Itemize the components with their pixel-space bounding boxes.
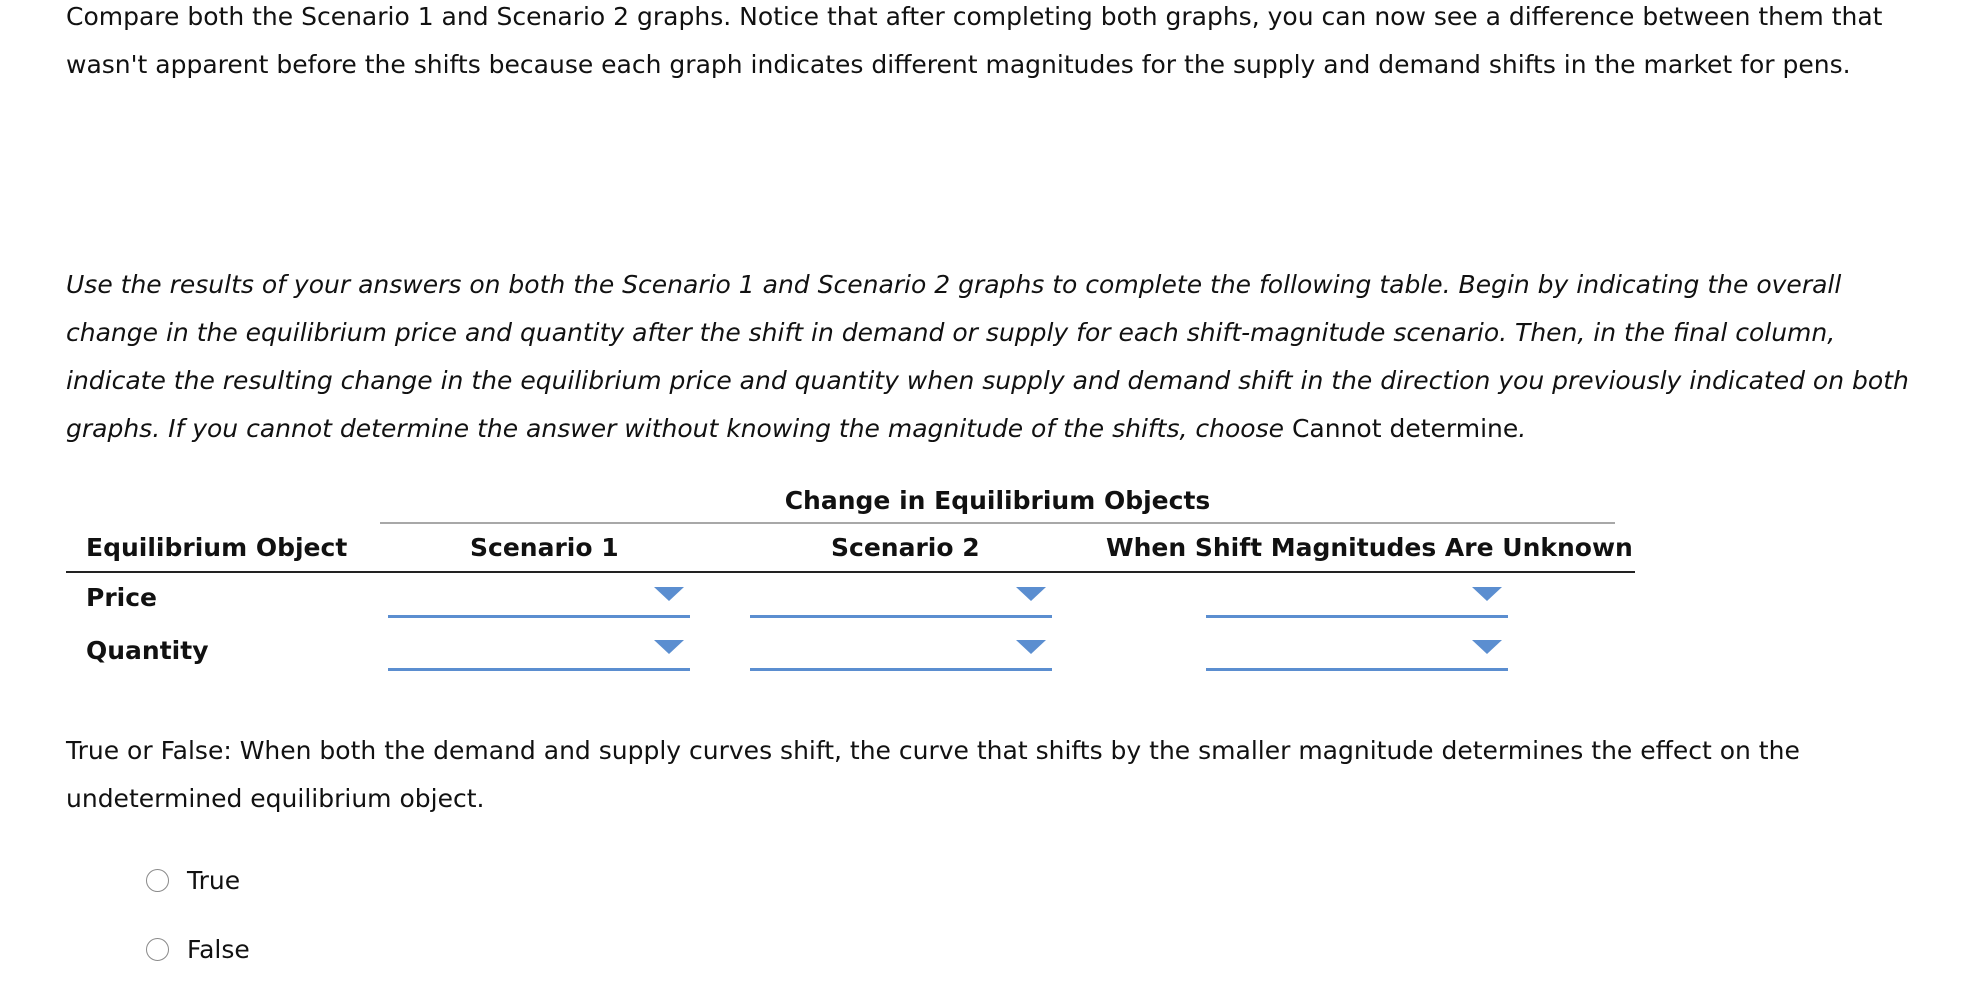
- cannot-determine-term: Cannot determine: [1291, 414, 1519, 443]
- instructions-end: .: [1518, 414, 1527, 443]
- header-divider: [66, 571, 1635, 573]
- chevron-down-icon: [1472, 640, 1502, 654]
- header-shift-unknown: When Shift Magnitudes Are Unknown: [1106, 533, 1633, 562]
- true-false-question: True or False: When both the demand and supply curves shift, the curve that shifts by the smaller magnitude determines the effect on the undetermined equilibrium object.: [66, 736, 1800, 813]
- option-false-label: False: [187, 935, 250, 964]
- quantity-scenario-1-dropdown[interactable]: [388, 634, 690, 671]
- instructions-text: Use the results of your answers on both the Scenario 1 and Scenario 2 graphs to complete the following table. Begin by indicating the overall change in the equilibrium price and quantity after the shift in demand or supply for each shift-magnitude scenario. Then, in the final column, indicate the resulting change in the equilibrium price and quantity when supply and demand shift in the direction you previously indicated on both graphs. If you cannot determine the answer without knowing the magnitude of the shifts, choose: [66, 270, 1909, 443]
- instructions-paragraph: [66, 261, 1916, 453]
- chevron-down-icon: [1016, 587, 1046, 601]
- price-unknown-dropdown[interactable]: [1206, 581, 1508, 618]
- option-true-label: True: [187, 866, 241, 895]
- row-label-quantity: Quantity: [86, 636, 209, 665]
- quantity-unknown-dropdown[interactable]: [1206, 634, 1508, 671]
- option-true[interactable]: [146, 866, 240, 895]
- radio-button-false[interactable]: [146, 938, 169, 961]
- row-label-price: Price: [86, 583, 157, 612]
- group-divider: [380, 522, 1615, 524]
- header-scenario-2: Scenario 2: [831, 533, 980, 562]
- radio-button-true[interactable]: [146, 869, 169, 892]
- price-scenario-2-dropdown[interactable]: [750, 581, 1052, 618]
- chevron-down-icon: [1016, 640, 1046, 654]
- option-false[interactable]: [146, 935, 250, 964]
- header-equilibrium-object: Equilibrium Object: [86, 533, 348, 562]
- table-group-title: Change in Equilibrium Objects: [784, 486, 1211, 515]
- intro-paragraph: Compare both the Scenario 1 and Scenario 2 graphs. Notice that after completing both graphs, you can now see a difference between them that wasn't apparent before the shifts because each graph indicates different magnitudes for the supply and demand shifts in the market for pens.: [66, 2, 1883, 79]
- chevron-down-icon: [1472, 587, 1502, 601]
- header-scenario-1: Scenario 1: [470, 533, 619, 562]
- price-scenario-1-dropdown[interactable]: [388, 581, 690, 618]
- quantity-scenario-2-dropdown[interactable]: [750, 634, 1052, 671]
- chevron-down-icon: [654, 587, 684, 601]
- chevron-down-icon: [654, 640, 684, 654]
